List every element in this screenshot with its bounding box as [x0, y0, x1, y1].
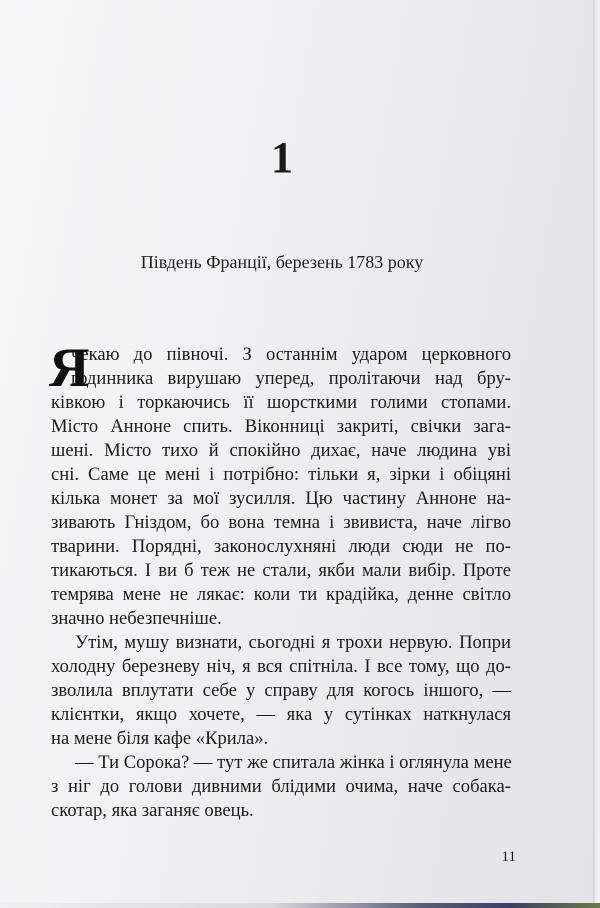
text-line: зивають Гніздом, бо вона темна і звивиста, наче лігво	[51, 512, 511, 533]
text-line: шені. Місто тихо й спокійно дихає, наче людина уві	[51, 440, 511, 461]
text-line: зволила вплутати себе у справу для когось іншого, —	[51, 680, 511, 701]
text-line: тварини. Порядні, законослухняні люди сюди не по-	[51, 536, 511, 557]
text-line: годинника вирушаю уперед, пролітаючи над бру-	[71, 368, 511, 389]
text-line: темрява мене не лякає: коли ти крадійка, денне світло	[51, 584, 511, 605]
chapter-subtitle: Південь Франції, березень 1783 року	[140, 252, 424, 272]
drop-cap: Я	[49, 337, 90, 399]
text-line: — Ти Сорока? — тут же спитала жінка і оглянула мене	[75, 752, 512, 773]
page-edge	[593, 0, 600, 904]
text-line: сні. Саме це мені і потрібно: тільки я, зірки і обіцяні	[51, 464, 511, 485]
chapter-number: 1	[271, 133, 293, 182]
text-line: тикаються. І ви б теж не стали, якби мали вибір. Проте	[51, 560, 511, 581]
text-line: з ніг до голови дивними блідими очима, наче собака-	[51, 776, 511, 797]
text-line: клієнтки, якщо хочете, — яка у сутінках наткнулася	[51, 704, 511, 725]
text-line: значно небезпечніше.	[51, 608, 222, 629]
text-line: Місто Анноне спить. Віконниці закриті, свічки зага-	[51, 416, 511, 437]
page-number: 11	[501, 849, 516, 865]
bottom-edge-shadow	[0, 903, 600, 908]
text-line: кілька монет за мої зусилля. Цю частину Анноне на-	[51, 488, 511, 509]
text-line: скотар, яка заганяє овець.	[51, 800, 254, 821]
text-line: холодну березневу ніч, я вся спітніла. І все тому, що до-	[51, 656, 511, 677]
text-line: на мене біля кафе «Крила».	[51, 728, 269, 749]
text-line: Утім, мушу визнати, сьогодні я трохи нервую. Попри	[75, 632, 511, 653]
text-line: ківкою і торкаючись її шорсткими голими стопами.	[51, 392, 511, 413]
text-line: чекаю до півночі. З останнім ударом церковного	[71, 344, 511, 365]
body-text	[49, 337, 512, 823]
